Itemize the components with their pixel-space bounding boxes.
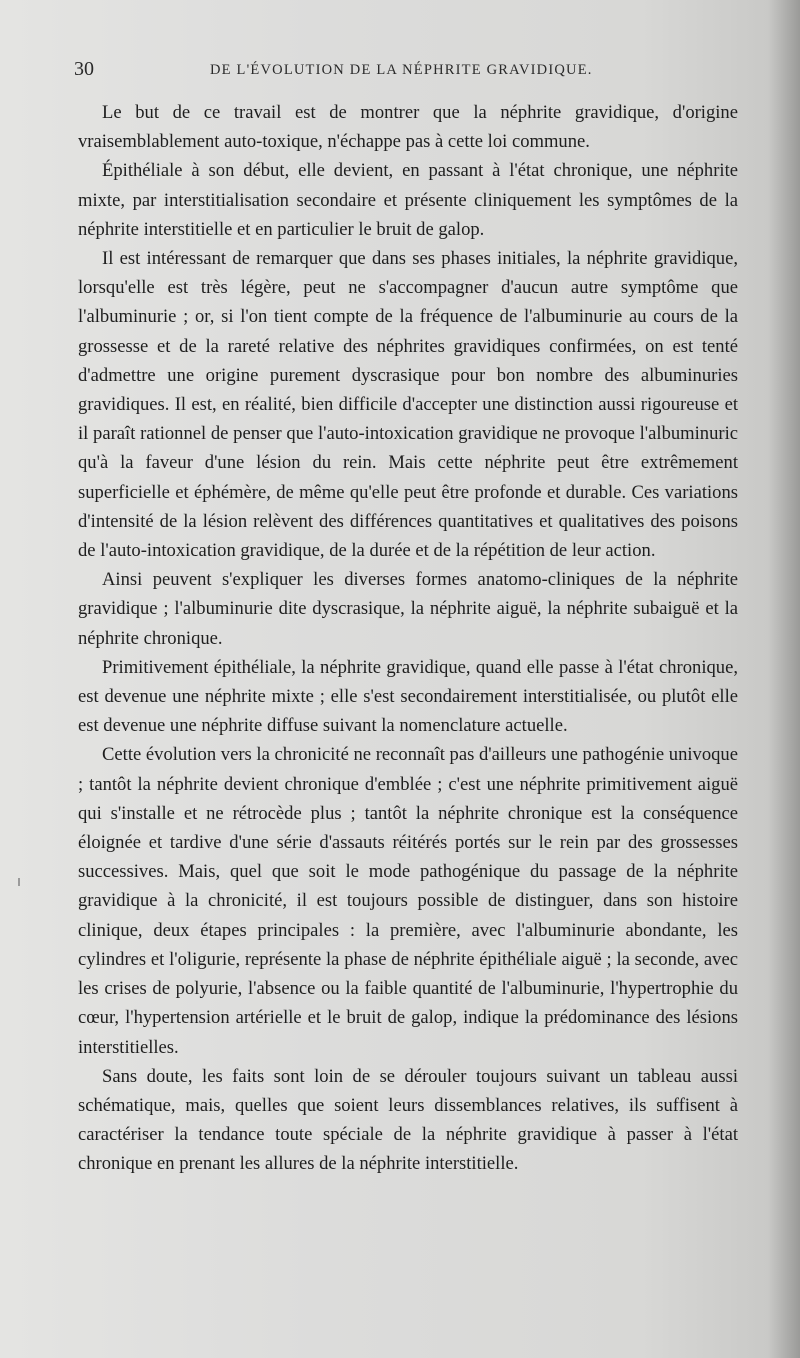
paragraph: Cette évolution vers la chronicité ne reconnaît pas d'ailleurs une pathogénie univoque ; tantôt la néphrite devient chronique d'emblée ; c'est une néphrite primitivement aiguë qui s'installe et ne rétrocède plus ; tantôt la néphrite chronique est la conséquence éloignée et tardive d'une série d'assauts réitérés portés sur le rein par des grossesses successives. Mais, quel que soit le mode pathogénique du passage de la néphrite gravidique à la chronicité, il est toujours possible de distinguer, dans son histoire clinique, deux étapes principales : la première, avec l'albuminurie abondante, les cylindres et l'oligurie, représente la phase de néphrite épithéliale aiguë ; la seconde, avec les crises de polyurie, l'absence ou la faible quantité de l'albuminurie, l'hypertrophie du cœur, l'hypertension artérielle et le bruit de galop, indique la prédominance des lésions interstitielles.: [78, 744, 738, 1058]
paragraph: Ainsi peuvent s'expliquer les diverses formes anatomo-cliniques de la néphrite gravidique ; l'albuminurie dite dyscrasique, la néphrite aiguë, la néphrite subaiguë et la néphrite chronique.: [78, 569, 738, 649]
running-title: DE L'ÉVOLUTION DE LA NÉPHRITE GRAVIDIQUE.: [210, 62, 593, 78]
body-text: [78, 98, 738, 1179]
paragraph: Le but de ce travail est de montrer que la néphrite gravidique, d'origine vraisemblablement auto-toxique, n'échappe pas à cette loi commune.: [78, 102, 738, 153]
running-head: [74, 58, 734, 88]
page-number: 30: [74, 58, 94, 80]
paragraph: Sans doute, les faits sont loin de se dérouler toujours suivant un tableau aussi schématique, mais, quelles que soient leurs dissemblances relatives, ils suffisent à caractériser la tendance toute spéciale de la néphrite gravidique à passer à l'état chronique en prenant les allures de la néphrite interstitielle.: [78, 1065, 738, 1175]
paragraph: Primitivement épithéliale, la néphrite gravidique, quand elle passe à l'état chronique, est devenue une néphrite mixte ; elle s'est secondairement interstitialisée, ou plutôt elle est devenue une néphrite diffuse suivant la nomenclature actuelle.: [78, 656, 738, 737]
paragraph: Épithéliale à son début, elle devient, en passant à l'état chronique, une néphrite mixte, par interstitialisation secondaire et présente cliniquement les symptômes de la néphrite interstitielle et en particulier le bruit de galop.: [78, 160, 738, 240]
paragraph: Il est intéressant de remarquer que dans ses phases initiales, la néphrite gravidique, lorsqu'elle est très légère, peut ne s'accompagner d'aucun autre symptôme que l'albuminurie ; or, si l'on tient compte de la fréquence de l'albuminurie au cours de la grossesse et de la rareté relative des néphrites gravidiques confirmées, on est tenté d'admettre une origine purement dyscrasique pour bon nombre des albuminuries gravidiques. Il est, en réalité, bien difficile d'accepter une distinction aussi rigoureuse et il paraît rationnel de penser que l'auto-intoxication gravidique ne provoque l'albuminuric qu'à la faveur d'une lésion du rein. Mais cette néphrite peut être extrêmement superficielle et éphémère, de même qu'elle peut être profonde et durable. Ces variations d'intensité de la lésion relèvent des différences quantitatives et qualitatives des poisons de l'auto-intoxication gravidique, de la durée et de la répétition de leur action.: [78, 248, 738, 562]
margin-mark: [18, 878, 20, 886]
